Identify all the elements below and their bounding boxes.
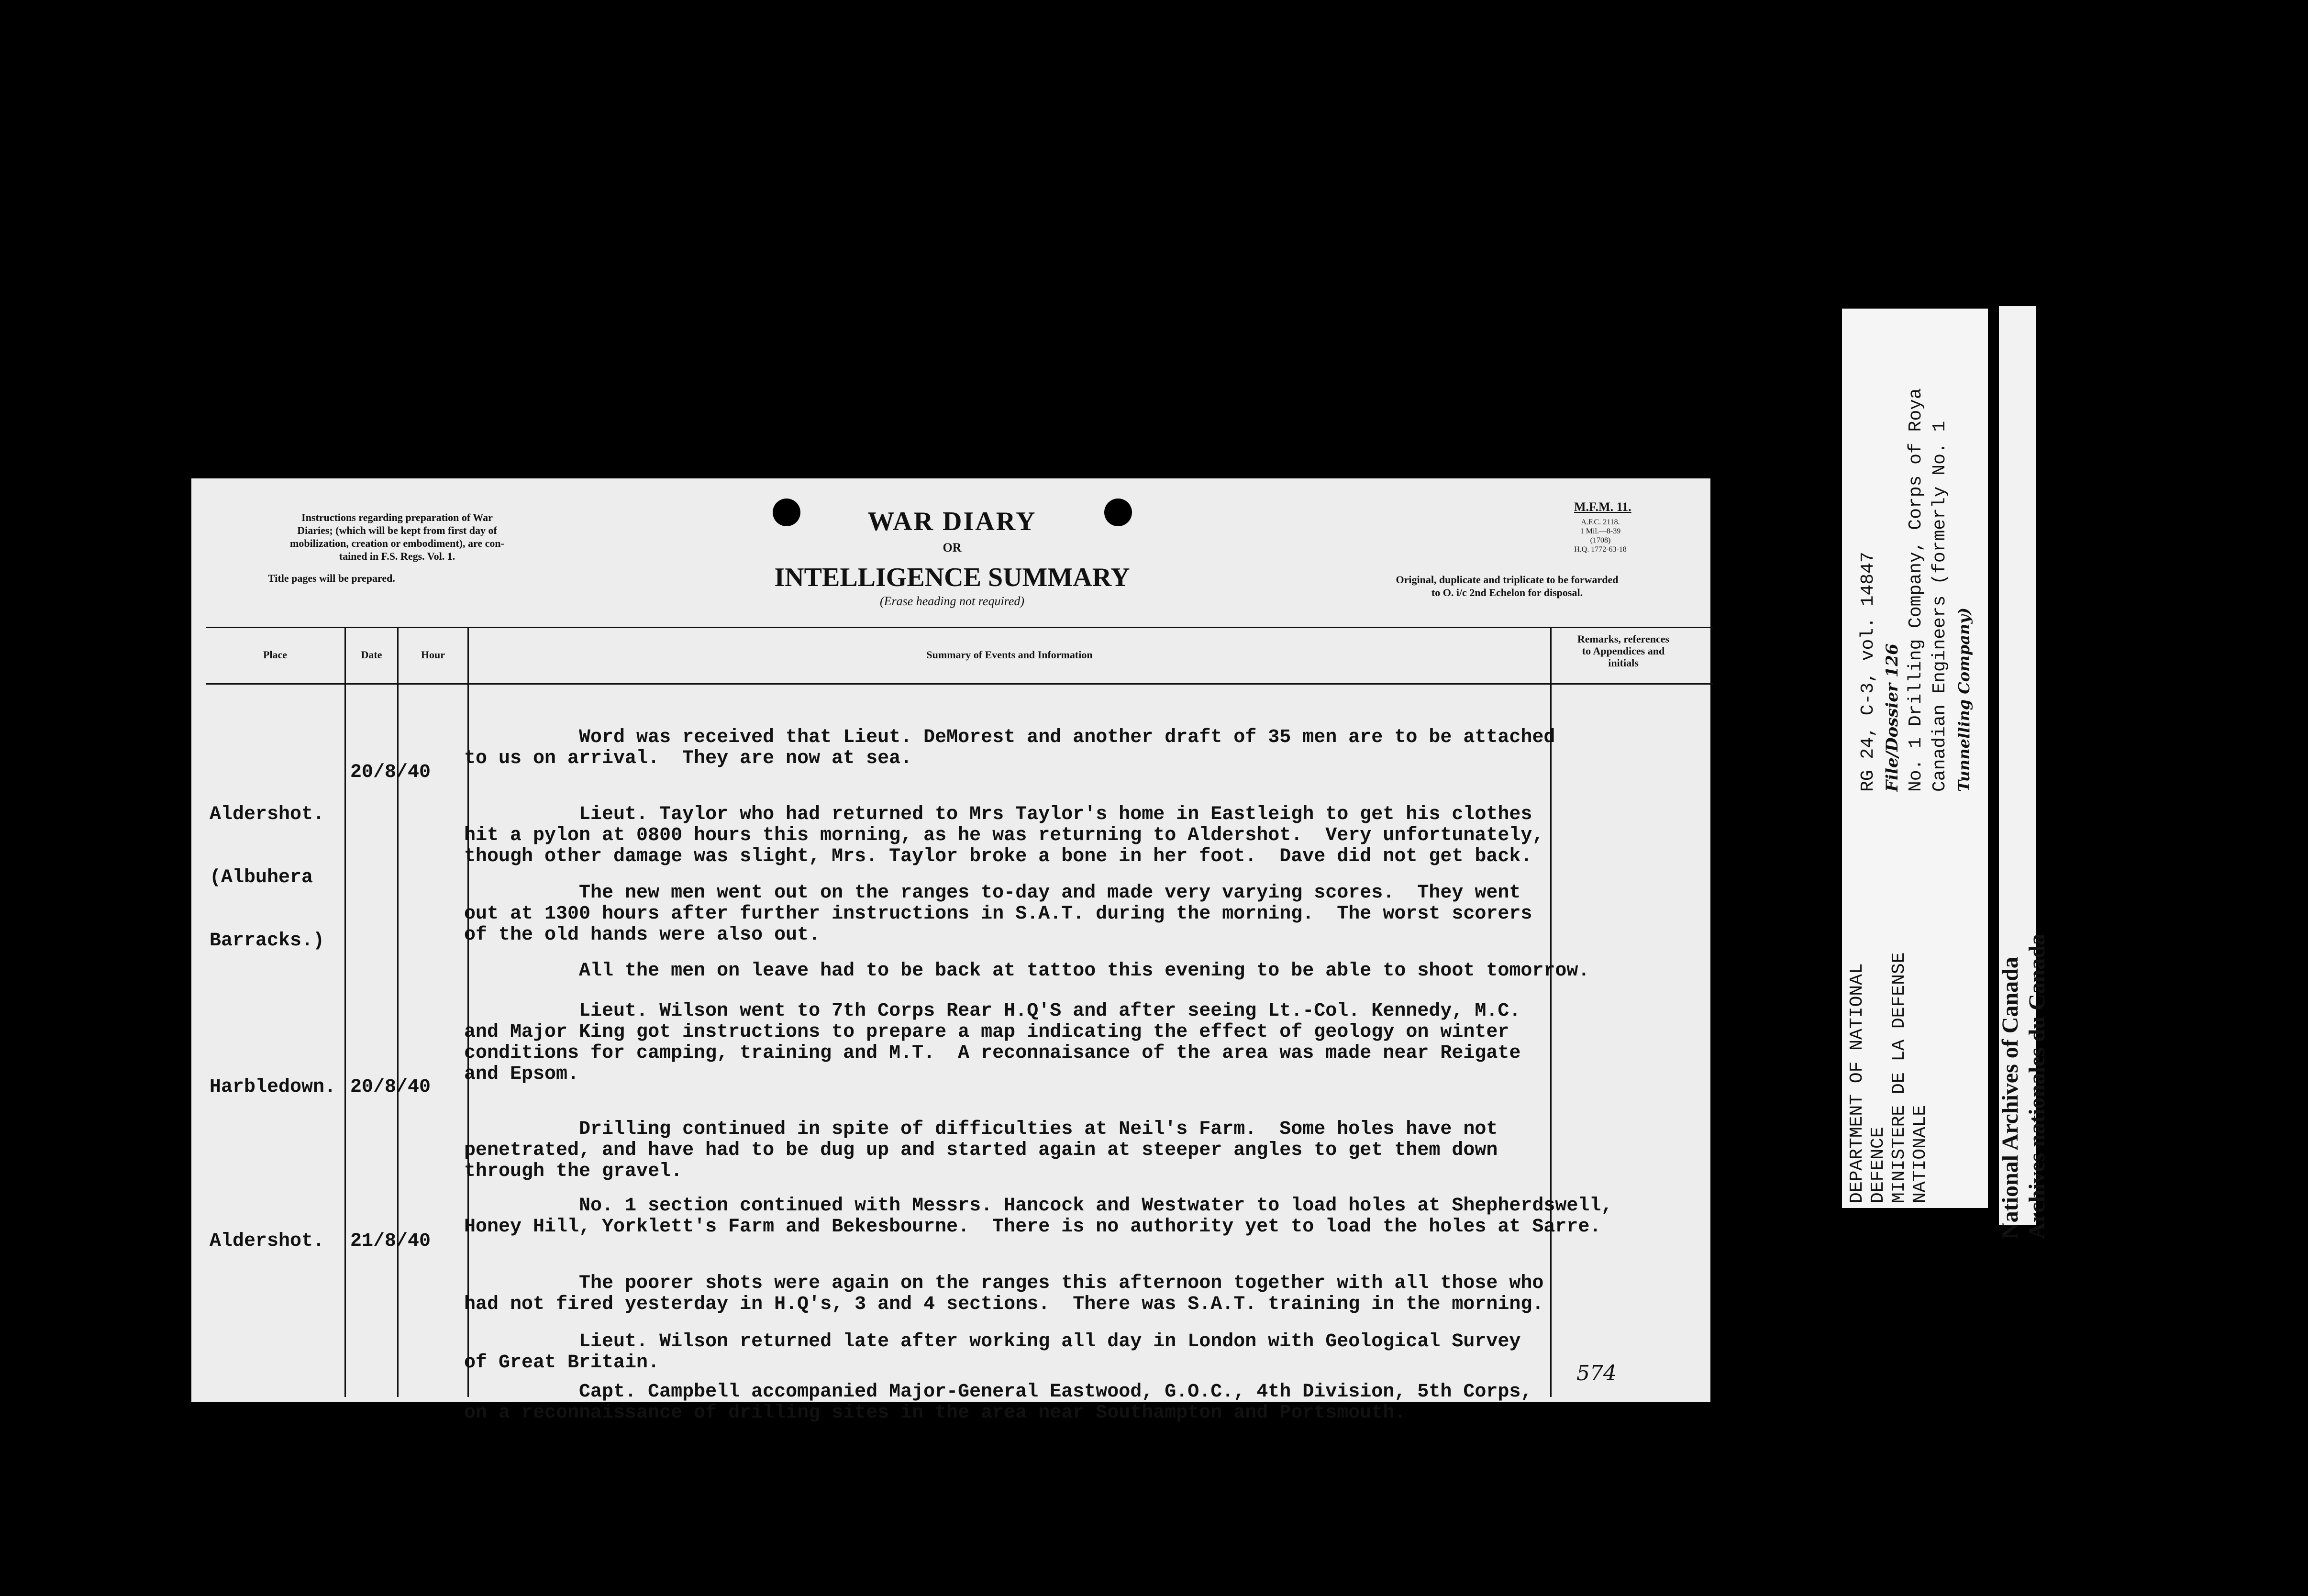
header-bottom-rule (206, 683, 1713, 685)
department-label: DEPARTMENT OF NATIONAL DEFENCE MINISTERE DE LA DEFENSE NATIONALE (1847, 952, 1931, 1203)
title-pages-note: Title pages will be prepared. (268, 572, 395, 584)
table-top-rule (206, 627, 1713, 628)
col-header-place: Place (263, 649, 288, 661)
col-header-hour: Hour (421, 649, 445, 661)
place-entry: Aldershot. (Albuhera Barracks.) (210, 804, 325, 952)
col-divider-hour (397, 627, 399, 1397)
summary-paragraph: Capt. Campbell accompanied Major-General Eastwood, G.O.C., 4th Division, 5th Corps, on a reconnaissance of drilling sites in the area near Southampton and Portsmouth. (464, 1381, 1532, 1424)
date-entry: 20/8/40 (350, 762, 431, 783)
form-codes: A.F.C. 2118. 1 Mil.—8-39 (1708) H.Q. 1772-63-18 (1574, 518, 1627, 554)
page-number: 574 (1576, 1361, 1617, 1385)
instructions-note: Instructions regarding preparation of War Diaries; (which will be kept from first day of mobilization, creation or embodiment), are con- tained in F.S. Regs. Vol. 1. (290, 511, 504, 562)
summary-paragraph: Lieut. Wilson returned late after working all day in London with Geological Survey of Great Britain. (464, 1331, 1521, 1374)
form-number: M.F.M. 11. (1574, 500, 1631, 514)
war-diary-title: WAR DIARY (867, 507, 1037, 536)
summary-paragraph: Word was received that Lieut. DeMorest and another draft of 35 men are to be attached to us on arrival. They are now at sea. (464, 727, 1555, 769)
record-group-reference: RG 24, C-3, vol. 14847 File/Dossier 126 No. 1 Drilling Company, Corps of Roya Canadian Engineers (formerly No. 1 Tunnelling Company) (1858, 388, 1973, 792)
title-or: OR (943, 541, 962, 554)
archive-reference-label (1842, 309, 1988, 1208)
summary-paragraph: Lieut. Wilson went to 7th Corps Rear H.Q'S and after seeing Lt.-Col. Kennedy, M.C. and Major King got instructions to prepare a map indicating the effect of geology on winter conditions for camping, training and M.T. A reconnaisance of the area was made near Reigate and Epsom. (464, 1000, 1521, 1085)
archive-stamp-text: National Archives of Canada Archives nationales du Canada (1997, 934, 2050, 1239)
summary-paragraph: Drilling continued in spite of difficulties at Neil's Farm. Some holes have not penetrated, and have had to be dug up and started again at steeper angles to get them down through the gravel. (464, 1119, 1498, 1182)
summary-paragraph: The new men went out on the ranges to-day and made very varying scores. They went out at 1300 hours after further instructions in S.A.T. during the morning. The worst scorers of the old hands were also out. (464, 882, 1532, 946)
col-header-summary: Summary of Events and Information (926, 649, 1093, 661)
summary-paragraph: The poorer shots were again on the ranges this afternoon together with all those who had not fired yesterday in H.Q's, 3 and 4 sections. There was S.A.T. training in the morning. (464, 1273, 1544, 1315)
summary-paragraph: No. 1 section continued with Messrs. Hancock and Westwater to load holes at Shepherdswell, Honey Hill, Yorklett's Farm and Bekesbourne. There is no authority yet to load the holes at Sarre. (464, 1195, 1613, 1238)
col-header-date: Date (361, 649, 382, 661)
date-entry: 21/8/40 (350, 1230, 431, 1252)
disposal-note: Original, duplicate and triplicate to be forwarded to O. i/c 2nd Echelon for disposal. (1396, 574, 1619, 598)
summary-paragraph: All the men on leave had to be back at tattoo this evening to be able to shoot tomorrow. (464, 960, 1590, 982)
erase-note: (Erase heading not required) (879, 594, 1025, 608)
place-entry: Aldershot. (210, 1230, 325, 1252)
date-entry: 20/8/40 (350, 1076, 431, 1098)
place-entry: Harbledown. (210, 1076, 336, 1098)
intelligence-summary-title: INTELLIGENCE SUMMARY (774, 563, 1130, 592)
col-divider-date (344, 627, 346, 1397)
summary-paragraph: Lieut. Taylor who had returned to Mrs Taylor's home in Eastleigh to get his clothes hit a pylon at 0800 hours this morning, as he was returning to Aldershot. Very unfortunately, though other damage was slight, Mrs. Taylor broke a bone in her foot. Dave did not get back. (464, 804, 1544, 867)
col-header-remarks: Remarks, references to Appendices and initials (1577, 633, 1670, 669)
archive-stamp-strip (1997, 306, 2050, 1239)
diary-page (191, 478, 1710, 1424)
